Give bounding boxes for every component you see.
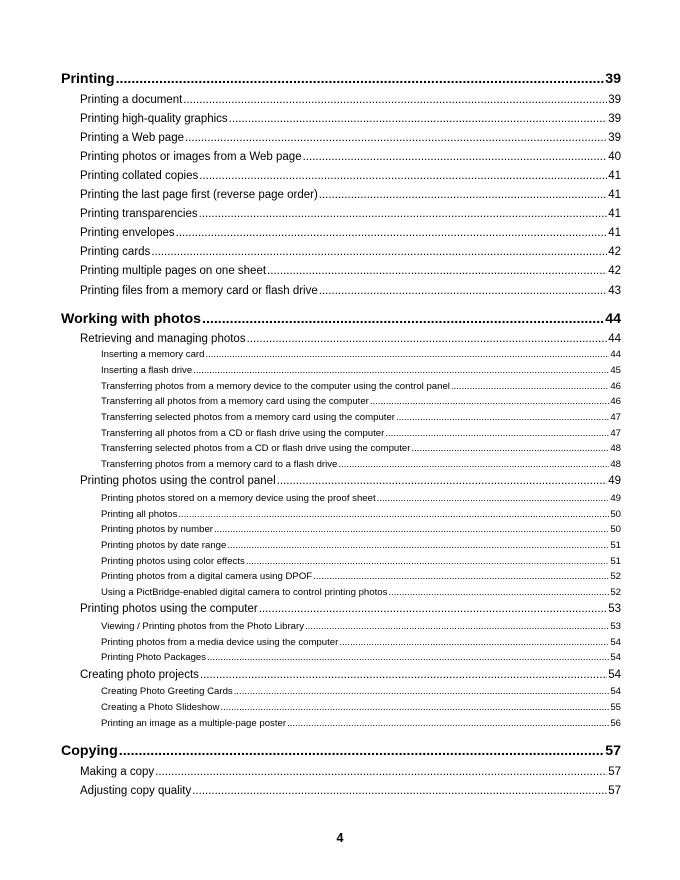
toc-subentry[interactable] [101,428,621,439]
toc-entry-page: 57 [608,766,621,778]
dot-leader [200,669,607,681]
dot-leader [259,603,607,615]
toc-entry-page: 47 [610,428,621,439]
dot-leader [411,443,609,454]
dot-leader [396,412,609,423]
toc-entry-title: Printing collated copies [80,170,199,182]
dot-leader [119,743,604,759]
dot-leader [385,428,609,439]
toc-entry-title: Printing photos from a media device using the computer [101,637,339,648]
toc-entry[interactable] [80,208,621,220]
toc-entry-title: Printing [61,71,115,87]
toc-entry-title: Printing files from a memory card or flash drive [80,285,318,297]
toc-entry-page: 41 [608,170,621,182]
toc-entry-page: 44 [608,333,621,345]
toc-entry-title: Printing a Web page [80,132,184,144]
toc-entry-page: 49 [610,493,621,504]
dot-leader [227,540,609,551]
dot-leader [207,652,609,663]
toc-entry-title: Printing photos or images from a Web page [80,151,302,163]
page-number: 4 [336,831,344,845]
toc-entry-title: Printing the last page first (reverse page order) [80,189,318,201]
dot-leader [192,785,607,797]
toc-entry-page: 57 [608,785,621,797]
toc-entry-page: 53 [608,603,621,615]
toc-entry-page: 54 [610,686,621,697]
dot-leader [229,113,608,125]
dot-leader [178,509,609,520]
toc-entry-page: 46 [610,381,621,392]
toc-entry-title: Making a copy [80,766,155,778]
toc-entry-page: 55 [610,702,621,713]
toc-entry-page: 49 [608,475,621,487]
dot-leader [277,475,608,487]
toc-entry-page: 47 [610,412,621,423]
dot-leader [305,621,609,632]
toc-entry-title: Printing photos from a digital camera using DPOF [101,571,313,582]
toc-entry-page: 45 [610,365,621,376]
toc-entry-page: 50 [610,524,621,535]
toc-entry-page: 54 [610,637,621,648]
toc-subentry[interactable] [101,365,621,376]
toc-subentry[interactable] [101,652,621,663]
dot-leader [199,208,608,220]
toc-entry-page: 54 [608,669,621,681]
toc-entry-title: Adjusting copy quality [80,785,192,797]
toc-entry-title: Printing all photos [101,509,178,520]
toc-entry[interactable] [80,333,621,345]
dot-leader [193,365,609,376]
dot-leader [319,189,607,201]
toc-entry-title: Transferring all photos from a CD or flash drive using the computer [101,428,385,439]
toc-entry[interactable] [80,113,621,125]
toc-entry-page: 46 [610,396,621,407]
toc-entry-title: Printing photos using the control panel [80,475,276,487]
toc-entry-page: 42 [608,246,621,258]
toc-entry-page: 43 [608,285,621,297]
dot-leader [116,71,605,87]
dot-leader [246,556,610,567]
dot-leader [205,349,609,360]
toc-entry-title: Printing cards [80,246,151,258]
toc-subentry[interactable] [101,381,621,392]
toc-section-heading[interactable] [61,71,621,87]
toc-entry[interactable] [80,669,621,681]
dot-leader [303,151,608,163]
toc-entry-title: Transferring photos from a memory card to a flash drive [101,459,338,470]
toc-subentry[interactable] [101,412,621,423]
toc-entry[interactable] [80,189,621,201]
toc-entry[interactable] [80,94,621,106]
toc-entry-page: 48 [610,443,621,454]
toc-entry-page: 44 [605,311,621,327]
toc-subentry[interactable] [101,637,621,648]
toc-entry-title: Creating photo projects [80,669,199,681]
toc-entry-title: Transferring selected photos from a CD or flash drive using the computer [101,443,411,454]
toc-entry-page: 52 [610,587,621,598]
toc-entry[interactable] [80,246,621,258]
dot-leader [339,637,609,648]
toc-entry[interactable] [80,151,621,163]
toc-entry-page: 41 [608,208,621,220]
toc-entry-page: 39 [608,94,621,106]
toc-section-heading[interactable] [61,311,621,327]
toc-entry-title: Printing transparencies [80,208,198,220]
toc-entry-page: 42 [608,265,621,277]
toc-entry-title: Printing photos by date range [101,540,227,551]
toc-entry-title: Viewing / Printing photos from the Photo Library [101,621,305,632]
toc-entry-title: Copying [61,743,118,759]
toc-entry[interactable] [80,227,621,239]
dot-leader [319,285,607,297]
toc-entry-page: 39 [605,71,621,87]
toc-entry[interactable] [80,603,621,615]
dot-leader [451,381,609,392]
toc-entry-title: Retrieving and managing photos [80,333,246,345]
dot-leader [267,265,607,277]
toc-entry-page: 39 [608,132,621,144]
dot-leader [183,94,607,106]
toc-entry[interactable] [80,170,621,182]
toc-entry-title: Printing photos using the computer [80,603,258,615]
toc-subentry[interactable] [101,493,621,504]
toc-entry-title: Printing multiple pages on one sheet [80,265,267,277]
toc-entry-title: Printing an image as a multiple-page poster [101,718,287,729]
toc-subentry[interactable] [101,587,621,598]
dot-leader [313,571,609,582]
toc-entry-title: Using a PictBridge-enabled digital camera to control printing photos [101,587,388,598]
toc-subentry[interactable] [101,349,621,360]
toc-entry-title: Transferring all photos from a memory card using the computer [101,396,369,407]
toc-entry-page: 57 [605,743,621,759]
toc-entry[interactable] [80,265,621,277]
toc-entry[interactable] [80,132,621,144]
dot-leader [370,396,609,407]
toc-entry-title: Creating a Photo Slideshow [101,702,220,713]
dot-leader [287,718,609,729]
toc-subentry[interactable] [101,509,621,520]
dot-leader [247,333,608,345]
dot-leader [199,170,607,182]
toc-entry[interactable] [80,475,621,487]
toc-subentry[interactable] [101,396,621,407]
toc-entry-title: Printing Photo Packages [101,652,207,663]
dot-leader [220,702,609,713]
toc-entry-page: 52 [610,571,621,582]
toc-entry-page: 54 [610,652,621,663]
dot-leader [151,246,607,258]
toc-entry[interactable] [80,766,621,778]
toc-entry-page: 41 [608,189,621,201]
toc-subentry[interactable] [101,524,621,535]
toc-entry-title: Inserting a flash drive [101,365,193,376]
dot-leader [155,766,607,778]
toc-subentry[interactable] [101,718,621,729]
dot-leader [338,459,609,470]
toc-entry-page: 56 [610,718,621,729]
toc-subentry[interactable] [101,540,621,551]
toc-entry-page: 40 [608,151,621,163]
toc-subentry[interactable] [101,556,621,567]
dot-leader [388,587,609,598]
toc-entry-title: Transferring selected photos from a memory card using the computer [101,412,395,423]
toc-entry-page: 53 [610,621,621,632]
toc-entry-page: 51 [610,540,621,551]
toc-subentry[interactable] [101,443,621,454]
toc-entry-title: Working with photos [61,311,202,327]
toc-entry-page: 39 [608,113,621,125]
toc-entry-page: 41 [608,227,621,239]
toc-entry-title: Printing a document [80,94,183,106]
toc-entry-title: Creating Photo Greeting Cards [101,686,233,697]
toc-subentry[interactable] [101,621,621,632]
dot-leader [234,686,610,697]
toc-entry-title: Printing envelopes [80,227,175,239]
toc-section-heading[interactable] [61,743,621,759]
toc-entry[interactable] [80,785,621,797]
toc-subentry[interactable] [101,459,621,470]
toc-entry-title: Printing photos stored on a memory device using the proof sheet [101,493,376,504]
dot-leader [202,311,604,327]
dot-leader [377,493,610,504]
dot-leader [185,132,607,144]
toc-entry-title: Transferring photos from a memory device to the computer using the control panel [101,381,450,392]
toc-entry-title: Inserting a memory card [101,349,205,360]
toc-subentry[interactable] [101,571,621,582]
toc-entry-page: 50 [610,509,621,520]
toc-entry-page: 44 [610,349,621,360]
dot-leader [214,524,609,535]
toc-entry-title: Printing photos by number [101,524,213,535]
toc-entry-title: Printing photos using color effects [101,556,245,567]
toc-entry-title: Printing high-quality graphics [80,113,228,125]
toc-subentry[interactable] [101,686,621,697]
toc-entry-page: 48 [610,459,621,470]
toc-entry-page: 51 [610,556,621,567]
dot-leader [176,227,608,239]
toc-entry[interactable] [80,285,621,297]
toc-subentry[interactable] [101,702,621,713]
